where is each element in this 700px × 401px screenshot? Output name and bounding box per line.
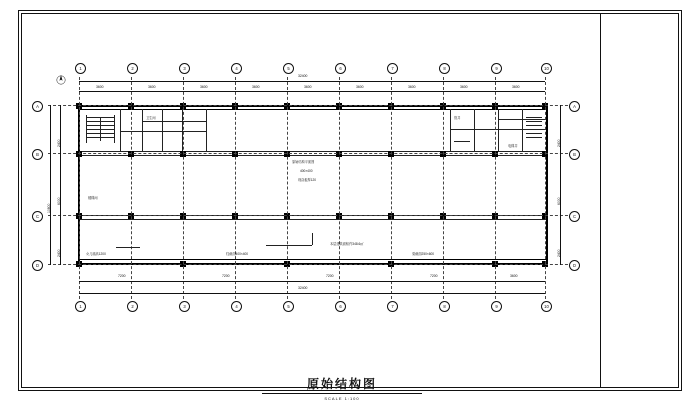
gridline-h: [48, 215, 578, 216]
grid-bubble-right: A: [569, 101, 580, 112]
dim-bottom: 7200: [118, 274, 126, 278]
shaft-line-1: [526, 117, 542, 118]
dim-top: 3600: [148, 85, 156, 89]
grid-bubble-top: 3: [179, 63, 190, 74]
corridor-line-lower-2: [80, 219, 546, 220]
partition-v-9: [522, 109, 523, 151]
gridline-v: [79, 77, 80, 299]
grid-bubble-bottom: 8: [439, 301, 450, 312]
north-arrow-icon: [54, 73, 68, 87]
dim-top: 3600: [96, 85, 104, 89]
gridline-v: [287, 77, 288, 299]
leader-line: [266, 245, 312, 246]
partition-v-2: [142, 109, 143, 151]
grid-bubble-top: 10: [541, 63, 552, 74]
gridline-v: [443, 77, 444, 299]
dim-bottom-total: 32400: [298, 286, 308, 290]
grid-bubble-left: B: [32, 149, 43, 160]
plan-note: 卫生间: [146, 116, 156, 120]
grid-bubble-right: D: [569, 260, 580, 271]
dim-top: 3600: [304, 85, 312, 89]
dim-top: 3600: [408, 85, 416, 89]
partition-v-3: [162, 109, 163, 151]
dim-line-right: [560, 105, 561, 265]
shaft-line-4: [526, 129, 542, 130]
wall-top-inner: [78, 109, 548, 110]
shaft-line-3: [526, 125, 542, 126]
shaft-line-6: [526, 137, 542, 138]
elevator-symbol-line: [454, 141, 470, 142]
grid-bubble-left: A: [32, 101, 43, 112]
gridline-v: [235, 77, 236, 299]
grid-bubble-top: 6: [335, 63, 346, 74]
floor-plan-drawing: [30, 55, 590, 401]
grid-bubble-top: 8: [439, 63, 450, 74]
dim-top: 3600: [200, 85, 208, 89]
dim-bottom: 7200: [326, 274, 334, 278]
grid-bubble-top: 9: [491, 63, 502, 74]
grid-bubble-bottom: 1: [75, 301, 86, 312]
stair-wall-left: [86, 115, 87, 143]
plan-title-underline: [262, 393, 422, 394]
wall-right-outer: [546, 105, 548, 265]
shaft-line-5: [526, 133, 542, 134]
plan-title-text: 原始结构图: [306, 377, 377, 391]
plan-note: 管井: [454, 116, 461, 120]
dim-line-top-total: [79, 81, 545, 82]
grid-bubble-right: B: [569, 149, 580, 160]
plan-note: 楼梯间: [88, 196, 98, 200]
dim-line-left-total: [50, 105, 51, 265]
grid-bubble-bottom: 10: [541, 301, 552, 312]
grid-bubble-right: C: [569, 211, 580, 222]
gridline-v: [339, 77, 340, 299]
plan-note: 400×400: [300, 169, 313, 173]
plan-title-block: [262, 375, 422, 401]
partition-v-7: [474, 109, 475, 151]
dim-right: 2400: [557, 249, 561, 257]
wall-bottom-inner: [78, 259, 548, 260]
leader-line: [116, 247, 140, 248]
partition-h-1: [120, 131, 206, 132]
dim-left: 2400: [57, 139, 61, 147]
dim-top: 3600: [460, 85, 468, 89]
partition-v-5: [206, 109, 207, 151]
grid-bubble-bottom: 9: [491, 301, 502, 312]
plan-note: 柱截面400×400: [226, 252, 249, 256]
plan-note: 电梯井: [508, 144, 518, 148]
partition-v-1: [120, 109, 121, 151]
grid-bubble-bottom: 4: [231, 301, 242, 312]
dim-line-bottom-total: [79, 293, 545, 294]
corridor-line-upper-2: [80, 155, 546, 156]
partition-h-4: [498, 119, 546, 120]
grid-bubble-bottom: 3: [179, 301, 190, 312]
grid-bubble-top: 5: [283, 63, 294, 74]
grid-bubble-bottom: 2: [127, 301, 138, 312]
grid-bubble-top: 7: [387, 63, 398, 74]
title-block-column: [600, 13, 679, 388]
corridor-line-upper: [80, 151, 546, 152]
plan-title-scale: SCALE 1:100: [324, 396, 360, 401]
grid-bubble-bottom: 6: [335, 301, 346, 312]
leader-line: [312, 233, 313, 245]
partition-v-8: [498, 109, 499, 151]
dim-left-total: 10800: [47, 203, 51, 213]
dim-bottom: 7200: [222, 274, 230, 278]
dim-left: 6000: [57, 197, 61, 205]
dim-right: 6000: [557, 197, 561, 205]
partition-h-2: [142, 121, 206, 122]
grid-bubble-bottom: 7: [387, 301, 398, 312]
stair-landing-line: [100, 117, 101, 141]
plan-note: 本层建筑面积约348.6㎡: [330, 242, 364, 246]
partition-v-6: [450, 109, 451, 151]
gridline-v: [391, 77, 392, 299]
dim-bottom: 3600: [510, 274, 518, 278]
plan-note: 女儿墙高1200: [86, 252, 106, 256]
plan-note: 现浇板厚120: [298, 178, 317, 182]
gridline-h: [48, 264, 578, 265]
grid-bubble-top: 1: [75, 63, 86, 74]
gridline-v: [183, 77, 184, 299]
plan-note: 梁截面250×600: [412, 252, 435, 256]
dim-top: 3600: [252, 85, 260, 89]
dim-left: 2400: [57, 249, 61, 257]
dim-line-top: [79, 91, 545, 92]
plan-note: 原始结构平面图: [292, 160, 315, 164]
dim-line-left: [60, 105, 61, 265]
dim-bottom: 7200: [430, 274, 438, 278]
gridline-h: [48, 105, 578, 106]
shaft-line-2: [526, 121, 542, 122]
gridline-v: [545, 77, 546, 299]
grid-bubble-top: 4: [231, 63, 242, 74]
gridline-v: [131, 77, 132, 299]
gridline-v: [495, 77, 496, 299]
dim-top: 3600: [356, 85, 364, 89]
gridline-h: [48, 153, 578, 154]
dim-right: 2400: [557, 139, 561, 147]
dim-top: 3600: [512, 85, 520, 89]
dim-top-total: 32400: [298, 74, 308, 78]
stair-wall-right: [114, 115, 115, 143]
grid-bubble-left: D: [32, 260, 43, 271]
grid-bubble-top: 2: [127, 63, 138, 74]
dim-line-bottom: [79, 281, 545, 282]
grid-bubble-bottom: 5: [283, 301, 294, 312]
grid-bubble-left: C: [32, 211, 43, 222]
